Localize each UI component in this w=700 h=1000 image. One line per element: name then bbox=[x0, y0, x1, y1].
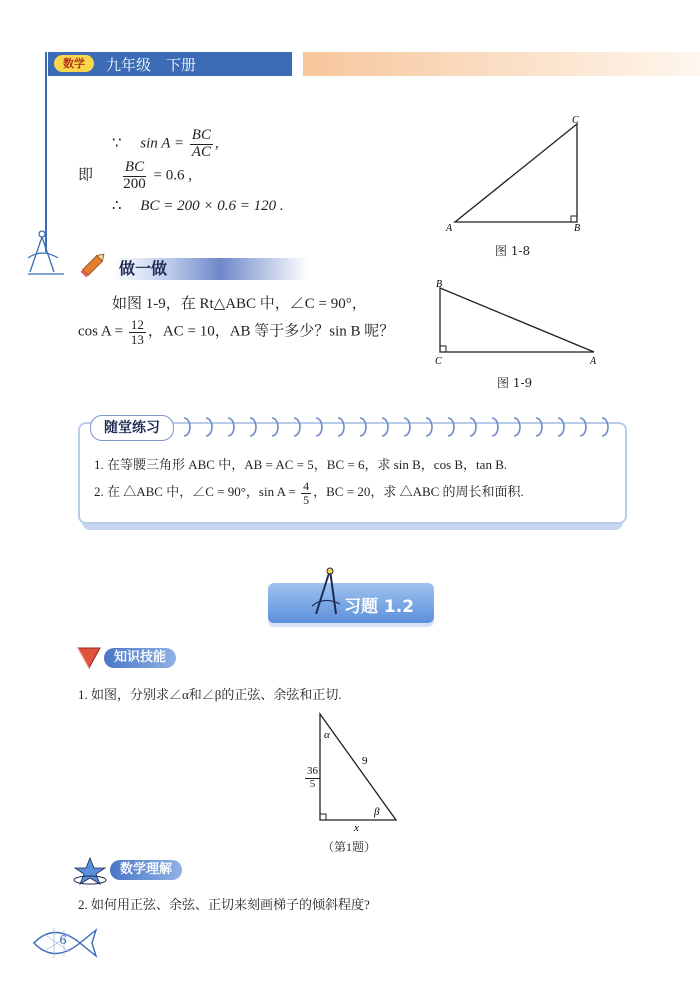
label-hyp-9: 9 bbox=[362, 755, 368, 767]
caption-1-8: 图 1-8 bbox=[495, 244, 531, 258]
triangle-1-9 bbox=[440, 288, 594, 352]
therefore-symbol: ∴ bbox=[112, 198, 122, 214]
practice-title: 随堂练习 bbox=[90, 415, 174, 441]
figure-1-8 bbox=[440, 112, 600, 252]
label-beta: β bbox=[374, 806, 380, 818]
side-num: 36 bbox=[307, 765, 318, 777]
question-1: 1. 如图，分别求∠α和∠β的正弦、余弦和正切. bbox=[78, 687, 342, 702]
page-number: 6 bbox=[59, 933, 67, 948]
header-gradient bbox=[303, 52, 700, 76]
pencil-icon bbox=[78, 248, 110, 280]
right-angle-mark bbox=[571, 216, 577, 222]
subject-badge: 数学 bbox=[54, 55, 94, 72]
triangle-q1 bbox=[320, 714, 396, 820]
eq1-den: AC bbox=[191, 143, 211, 160]
star-icon bbox=[70, 856, 110, 886]
label-C: C bbox=[572, 115, 579, 126]
spiral-binding bbox=[176, 410, 622, 442]
activity-den: 13 bbox=[130, 331, 144, 347]
eq2-num: BC bbox=[124, 159, 145, 175]
eq3-expr: BC = 200 × 0.6 = 120 . bbox=[140, 198, 284, 214]
section-knowledge: 知识技能 bbox=[104, 648, 176, 668]
label-A: A bbox=[446, 223, 453, 234]
caption-1-9: 图 1-9 bbox=[497, 376, 533, 390]
practice-item-2-den: 5 bbox=[303, 492, 310, 507]
label-alpha: α bbox=[324, 729, 330, 741]
activity-num: 12 bbox=[130, 317, 144, 332]
activity-question: ，AC = 10，AB 等于多少？sin B 呢？ bbox=[147, 323, 395, 340]
diamond-icon bbox=[74, 642, 104, 672]
triangle-1-8 bbox=[455, 124, 577, 222]
compass-icon bbox=[24, 228, 74, 278]
eq-line-2 bbox=[78, 160, 192, 193]
eq2-den: 200 bbox=[123, 175, 146, 192]
side-den: 5 bbox=[309, 777, 316, 790]
because-symbol: ∵ bbox=[112, 135, 122, 152]
caption-q1: （第1题） bbox=[322, 840, 377, 854]
activity-cos: cos A = bbox=[78, 323, 124, 340]
grade-label: 九年级 下册 bbox=[106, 56, 197, 74]
activity-line-2 bbox=[78, 318, 394, 346]
activity-title: 做一做 bbox=[119, 259, 168, 278]
eq1-num: BC bbox=[191, 127, 211, 143]
right-angle-mark-q1 bbox=[320, 814, 326, 820]
practice-item-2-post: ，BC = 20，求 △ABC 的周长和面积. bbox=[313, 484, 524, 500]
activity-line-1: 如图 1-9，在 Rt△ABC 中，∠C = 90°， bbox=[112, 296, 367, 312]
eq-line-1 bbox=[112, 128, 219, 161]
margin-line bbox=[45, 52, 47, 252]
practice-item-2-num: 4 bbox=[303, 479, 310, 493]
right-angle-mark-1-9 bbox=[440, 346, 446, 352]
practice-item-2 bbox=[94, 480, 524, 506]
eq2-tail: = 0.6 , bbox=[153, 167, 192, 184]
practice-item-1: 1. 在等腰三角形 ABC 中，AB = AC = 5，BC = 6，求 sin B，cos B，tan B. bbox=[94, 457, 508, 472]
figure-1-9 bbox=[432, 276, 607, 368]
section-understanding: 数学理解 bbox=[110, 860, 182, 880]
label-C-1-9: C bbox=[435, 356, 442, 367]
exercise-title: 习题 1.2 bbox=[344, 597, 415, 617]
compass-ruler-icon bbox=[306, 566, 342, 622]
ji-prefix: 即 bbox=[78, 167, 94, 184]
label-B: B bbox=[574, 223, 581, 234]
eq1-lhs: sin A = bbox=[140, 135, 185, 152]
question-2: 2. 如何用正弦、余弦、正切来刻画梯子的倾斜程度? bbox=[78, 897, 370, 912]
practice-item-2-pre: 2. 在 △ABC 中，∠C = 90°，sin A = bbox=[94, 484, 296, 500]
side-length-frac bbox=[303, 766, 322, 790]
label-x: x bbox=[354, 822, 359, 834]
label-A-1-9: A bbox=[590, 356, 597, 367]
eq-line-3 bbox=[112, 196, 284, 215]
label-B-1-9: B bbox=[436, 279, 443, 290]
eq1-tail: , bbox=[214, 135, 219, 152]
